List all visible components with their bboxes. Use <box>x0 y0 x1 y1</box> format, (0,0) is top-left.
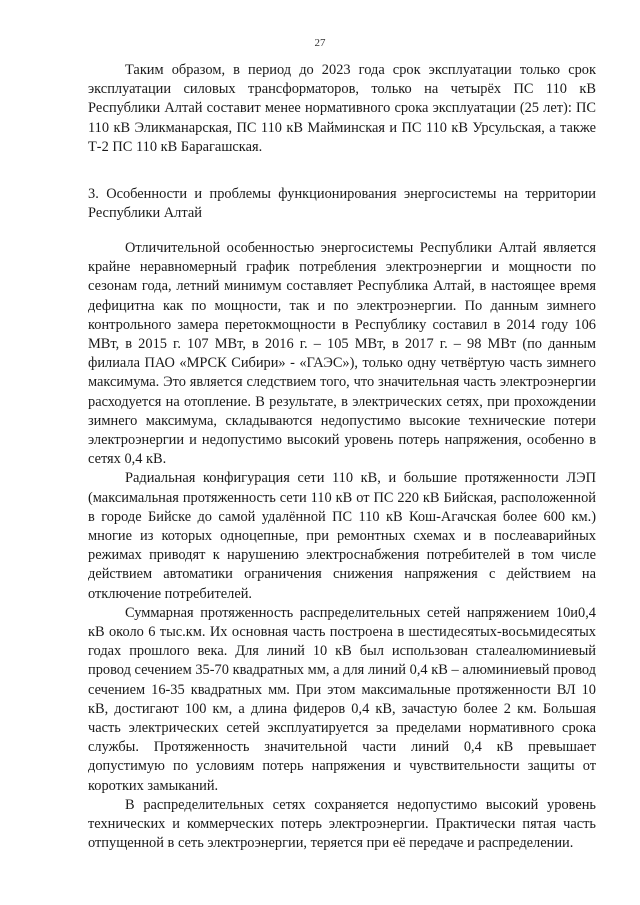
paragraph-losses: В распределительных сетях сохраняется недопустимо высокий уровень технических и коммерческих потерь электроэнергии. Практически пятая часть отпущенной в сеть электроэнергии, теряется при её передаче и распределении. <box>88 796 596 852</box>
paragraph-distribution-networks: Суммарная протяженность распределительных сетей напряжением 10и0,4 кВ около 6 тыс.км. Их основная часть построена в шестидесятых-восьмидесятых годах прошлого века. Для линий 10 кВ был использован сталеалюминиевый провод сечением 35-70 квадратных мм, а для линий 0,4 кВ – алюминиевый провод сечением 16-35 квадратных мм. При этом максимальные протяженности ВЛ 10 кВ, достигают 100 км, а длина фидеров 0,4 кВ, зачастую более 2 км. Большая часть электрических сетей эксплуатируется за пределами нормативного срока службы. Протяженность значительной части линий 0,4 кВ превышает допустимую по условиям потерь напряжения и чувствительности защиты от коротких замыканий. <box>88 604 596 794</box>
section-heading-block <box>88 185 596 223</box>
paragraph-energy-system-features: Отличительной особенностью энергосистемы Республики Алтай является крайне неравномерный график потребления электроэнергии и мощности по сезонам года, летний минимум составляет Республика Алтай, в настоящее время дефицитна как по мощности, так и по электроэнергии. По данным зимнего контрольного замера перетокмощности в Республику составил в 2014 году 106 МВт, в 2015 г. 107 МВт, в 2016 г. – 105 МВт, в 2017 г. – 98 МВт (по данным филиала ПАО «МРСК Сибири» - «ГАЭС»), только одну четвёртую часть зимнего максимума. Это является следствием того, что значительная часть электроэнергии расходуется на отопление. В результате, в электрических сетях, при прохождении зимнего максимума, складываются недопустимо высокие технические потери электроэнергии и недопустимо высокий уровень потерь напряжения, особенно в сетях 0,4 кВ. <box>88 240 596 468</box>
section-body <box>88 239 596 854</box>
section-heading: 3. Особенности и проблемы функционирования энергосистемы на территории Республики Алтай <box>88 186 596 222</box>
page-number: 27 <box>314 37 326 49</box>
intro-paragraph: Таким образом, в период до 2023 года срок эксплуатации только срок эксплуатации силовых трансформаторов, только на четырёх ПС 110 кВ Республики Алтай составит менее нормативного срока эксплуатации (25 лет): ПС 110 кВ Эликманарская, ПС 110 кВ Майминская и ПС 110 кВ Урсульская, а также Т-2 ПС 110 кВ Барагашская. <box>88 62 596 155</box>
paragraph-radial-configuration: Радиальная конфигурация сети 110 кВ, и большие протяженности ЛЭП (максимальная протяженность сети 110 кВ от ПС 220 кВ Бийская, расположенной в городе Бийске до самой удалённой ПС 110 кВ Кош-Агачская более 600 км.) многие из которых одноцепные, при ремонтных схемах и в послеаварийных режимах приводят к нарушению электроснабжения потребителей в том числе действием автоматики ограничения снижения напряжения с действием на отключение потребителей. <box>88 470 596 602</box>
intro-paragraph-block <box>88 61 596 157</box>
